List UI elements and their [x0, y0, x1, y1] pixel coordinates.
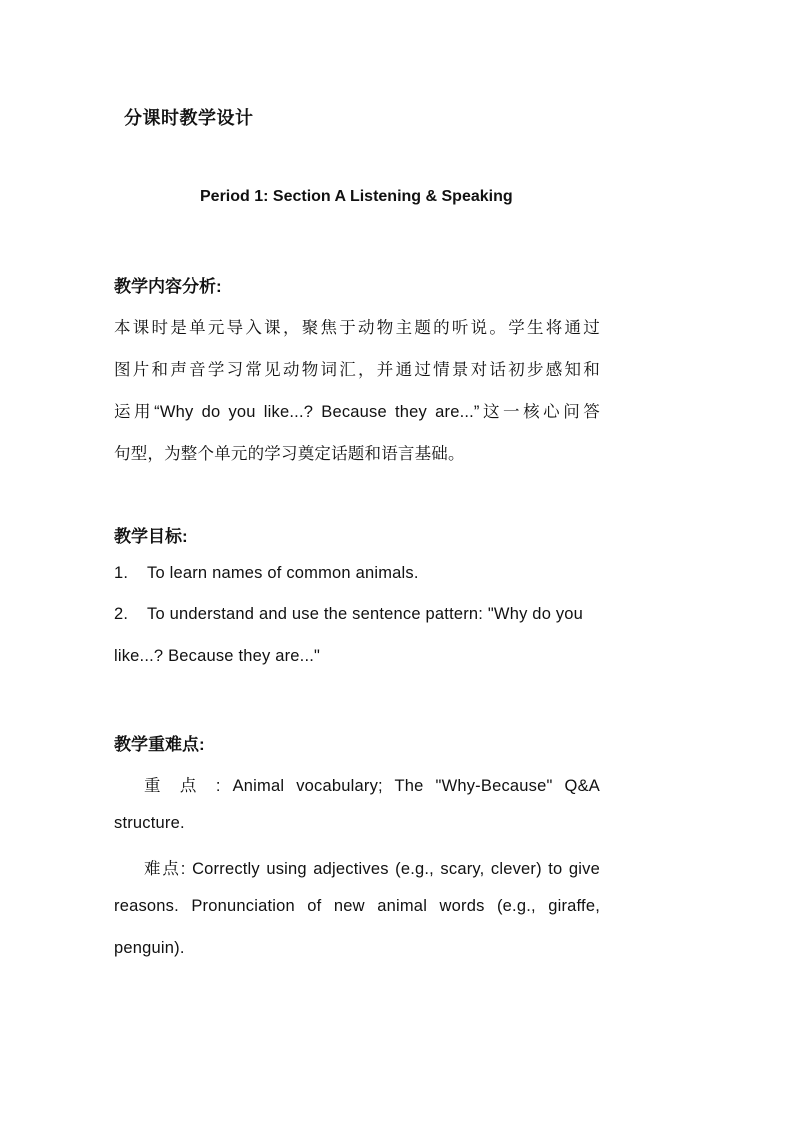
content-analysis-line: 句型，为整个单元的学习奠定话题和语言基础。: [114, 445, 465, 463]
content-analysis-line: 本课时是单元导入课，聚焦于动物主题的听说。学生将通过: [114, 319, 600, 337]
content-analysis-line: 图片和声音学习常见动物词汇，并通过情景对话初步感知和: [114, 361, 600, 379]
period-title: Period 1: Section A Listening & Speaking: [200, 188, 513, 205]
objectives-heading: 教学目标:: [114, 527, 188, 546]
objective-number: 1.: [114, 564, 129, 582]
objective-text: To understand and use the sentence pattern: "Why do you: [147, 605, 584, 623]
difficult-point-line: 难点: Correctly using adjectives (e.g., scary, clever) to give: [144, 860, 600, 878]
objective-number: 2.: [114, 605, 129, 623]
content-analysis-line: 运用“Why do you like...? Because they are...”这一核心问答: [114, 403, 600, 421]
objective-item: [114, 605, 600, 624]
key-difficult-heading: 教学重难点:: [114, 735, 205, 754]
key-point-line: structure.: [114, 814, 185, 832]
difficult-point-line: reasons. Pronunciation of new animal words (e.g., giraffe,: [114, 897, 600, 915]
key-point-line: 重 点 : Animal vocabulary; The "Why-Because" Q&A: [144, 777, 600, 795]
objective-item: [114, 564, 600, 583]
document-title: 分课时教学设计: [124, 108, 254, 128]
objective-text: To learn names of common animals.: [147, 564, 419, 582]
difficult-point-line: penguin).: [114, 939, 185, 957]
objective-continuation: like...? Because they are...": [114, 647, 321, 665]
content-analysis-heading: 教学内容分析:: [114, 277, 222, 296]
